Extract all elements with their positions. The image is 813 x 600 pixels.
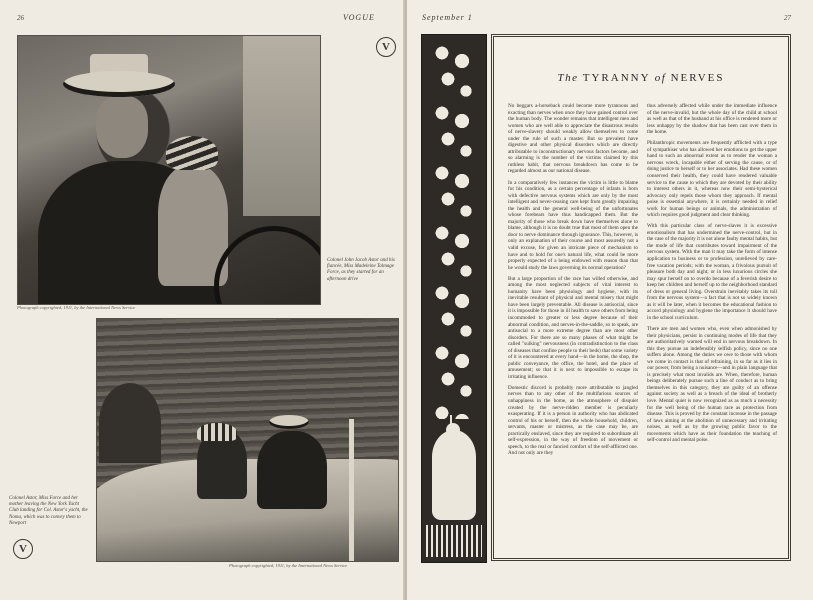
- photo-man-face: [96, 96, 148, 158]
- paragraph: Domestic discord is probably more attributable to jangled nerves than to any other of the multifarious sources of unhappiness in the home, as the atmosphere of disquiet created by the nerve-ridden member is peculiarly exasperating. If it is a person in authority who has abdicated control of his or herself, then the whole household, children, servants, master or mistress, as the case may be, are practically enslaved, since they are required to subordinate all self-expression, in the way of freedom of movement or speech, to the real or fancied comfort of the self-afflicted one. And not only are they: [508, 384, 638, 457]
- title-nerves: NERVES: [670, 72, 725, 84]
- article-column-1: [508, 103, 638, 461]
- left-masthead: VOGUE: [343, 13, 375, 22]
- boat-canopy: [99, 383, 161, 463]
- paragraph: thus adversely affected while under the immediate influence of the nerve-invalid, but the whole day of the child at school as well as that of the husband at his office is rendered more or less unhappy by the shadow that has been cast over them in the home.: [647, 103, 777, 136]
- photo1-credit: Photograph copyrighted, 1911, by the International News Service: [17, 305, 136, 310]
- steering-wheel: [214, 226, 321, 305]
- title-of: of: [654, 72, 667, 84]
- striped-hat: [166, 136, 218, 170]
- boat-pole: [349, 419, 354, 562]
- left-page-number: 26: [17, 14, 24, 22]
- astor-yacht-photo: [96, 318, 399, 562]
- title-the: The: [557, 72, 579, 84]
- photo2-credit: Photograph copyrighted, 1911, by the International News Service: [229, 563, 348, 568]
- paragraph: There are men and women who, even when admonished by their physicians, persist in continuing modes of life that they are authoritatively warned will end in nervous breakdown. In this they pursue an indefensibly selfish policy, since no one suffers alone. Among the duties we owe to those with whom we come in contact is that of refraining, in so far as it lies in our power, from being a nuisance—and in plain language that is precisely what most invalids are. When, therefore, human beings deliberately pursue such a line of conduct as to bring themselves in this category, they are guilty of an offense against society as well as a breach of the ideal of brotherly love. Mental quiet is now recognized as as much a necessity for the well being of the human race as protection from disease. This is proved by the constant increase in the passage of laws aiming at the abolition of unnecessary and irritating noises, as well as by the growing public favor to the movements which have as their foundation the teaching of self-control and mental poise.: [647, 326, 777, 444]
- photo-colonel-astor: [257, 431, 327, 509]
- paragraph: In a comparatively few instances the victim is little to blame for his condition, as a certain percentage of infants is born with defective nervous systems which are only by the most intelligent and never-ceasing care kept from greatly impairing the health and the general well-being of the unfortunates whose forebears have thus handicapped them. But the majority of those who break down have themselves alone to blame, although it is no doubt true that most of them open the door to nerve dominance through ignorance. This, however, is only an explanation of their course and most assuredly not a valid excuse, for given an intricate piece of mechanism to have and to hold for one's natural life, what could be more properly expected of a being endowed with reason than that he would study the laws governing its normal operation?: [508, 179, 638, 271]
- decorative-base: [426, 525, 482, 557]
- paragraph: But a large proportion of the race has willed otherwise, and among the most neglected subjects of vital interest to humanity have been physiology and hygiene, with its inevitable resultant of physical and mental misery that might have been largely preventable. All disease is antisocial, since it is impossible for those in ill health to save others from being incommoded to greater or less degree because of their abnormal condition, and nerves-in-the-saddle, so to speak, are antisocial to a more extreme degree than are most other disorders. For there are so many phases of what might be called "sulking" nervousness (in contradistinction to the class of diseases that confine people to their beds) that some variety of it is encountered at every hand—in the home, the shop, the public conveyance, the office, the hotel, and the place of amusement; so that it is next to impossible to escape its irritating influence.: [508, 275, 638, 380]
- photo-striped-hat: [197, 423, 237, 441]
- paragraph: With this particular class of nerve-slaves it is excessive emotionalism that has undermined the nerve-control, but in the case of the majority it is not alone faulty mental habits, but the mode of life that contributes toward impairment of the nervous system. With the man it may take the form of intense application to business or to profession, unrelieved by care-free vacation periods; with the woman, a frivolous pursuit of pleasure both day and night; or in less luxurious circles she may spur herself on to overdo because of a feverish desire to keep her children and herself up to the neighborhood standard of dress or general living. Overstrain inevitably takes its toll from the nervous system—a fact that is not so widely known as it will be later, when it becomes the educational fashion to accord physiology and hygiene the importance it should have in the school curriculum.: [647, 223, 777, 321]
- vogue-emblem-bottom: V: [13, 539, 33, 559]
- paragraph: Philanthropic movements are frequently afflicted with a type of sympathiser who has allowed her emotions to get the upper hand to such an abnormal extent as to render the woman a nervous wreck, incapable either of serving the cause, or of doing justice to herself or to her associates. Had these women conserved their health, they could have rendered valuable service to the cause to which they are devoted by their ability to interest others in it, whereas now their semi-hysterical advocacy only repels those whom they approach. If mental poise is essential anywhere, it is certainly needed in relief work for human beings or animals, the administration of which requires good judgment and clear thinking.: [647, 140, 777, 219]
- photo2-caption: Colonel Astor, Miss Force and her mother leaving the New York Yacht Club landing for Col. Astor's yacht, the Noma, which was to convey them to Newport: [9, 496, 88, 526]
- vogue-emblem-top: V: [376, 37, 396, 57]
- photo1-caption: Colonel John Jacob Astor and his fiancée, Miss Madeleine Talmage Force, as they started for an afternoon drive: [327, 258, 395, 282]
- astor-car-photo: [17, 35, 321, 305]
- right-page-number: 27: [784, 14, 791, 22]
- article-title: [491, 72, 791, 84]
- lady-figure-illustration: [432, 430, 476, 520]
- lady-figure-head: [446, 423, 460, 437]
- flower-vine-illustration: [428, 39, 478, 419]
- article-column-2: [647, 103, 777, 448]
- right-masthead: September 1: [422, 13, 473, 22]
- photo-background-building: [243, 36, 320, 216]
- photo-boater-hat: [269, 415, 309, 429]
- straw-hat-brim: [63, 71, 175, 97]
- decorative-art-panel: [421, 34, 487, 563]
- left-page: [0, 0, 405, 600]
- paragraph: No beggars a-horseback could become more tyrannous and exacting than nerves when once they have gained control over the human body. The wonder remains that intelligent men and women who are well able to appreciate the disastrous results of nerve-slavery should weakly allow themselves to come under the rule of such a master. But so prevalent have digestive and other physical disorders which are directly attributable to inconstructionary nervous factors become, and so alarming is the number of the victims claimed by this ruthless habit, that nervous breakdown has come to be regarded almost as our national disease.: [508, 103, 638, 175]
- title-tyranny: TYRANNY: [582, 72, 651, 84]
